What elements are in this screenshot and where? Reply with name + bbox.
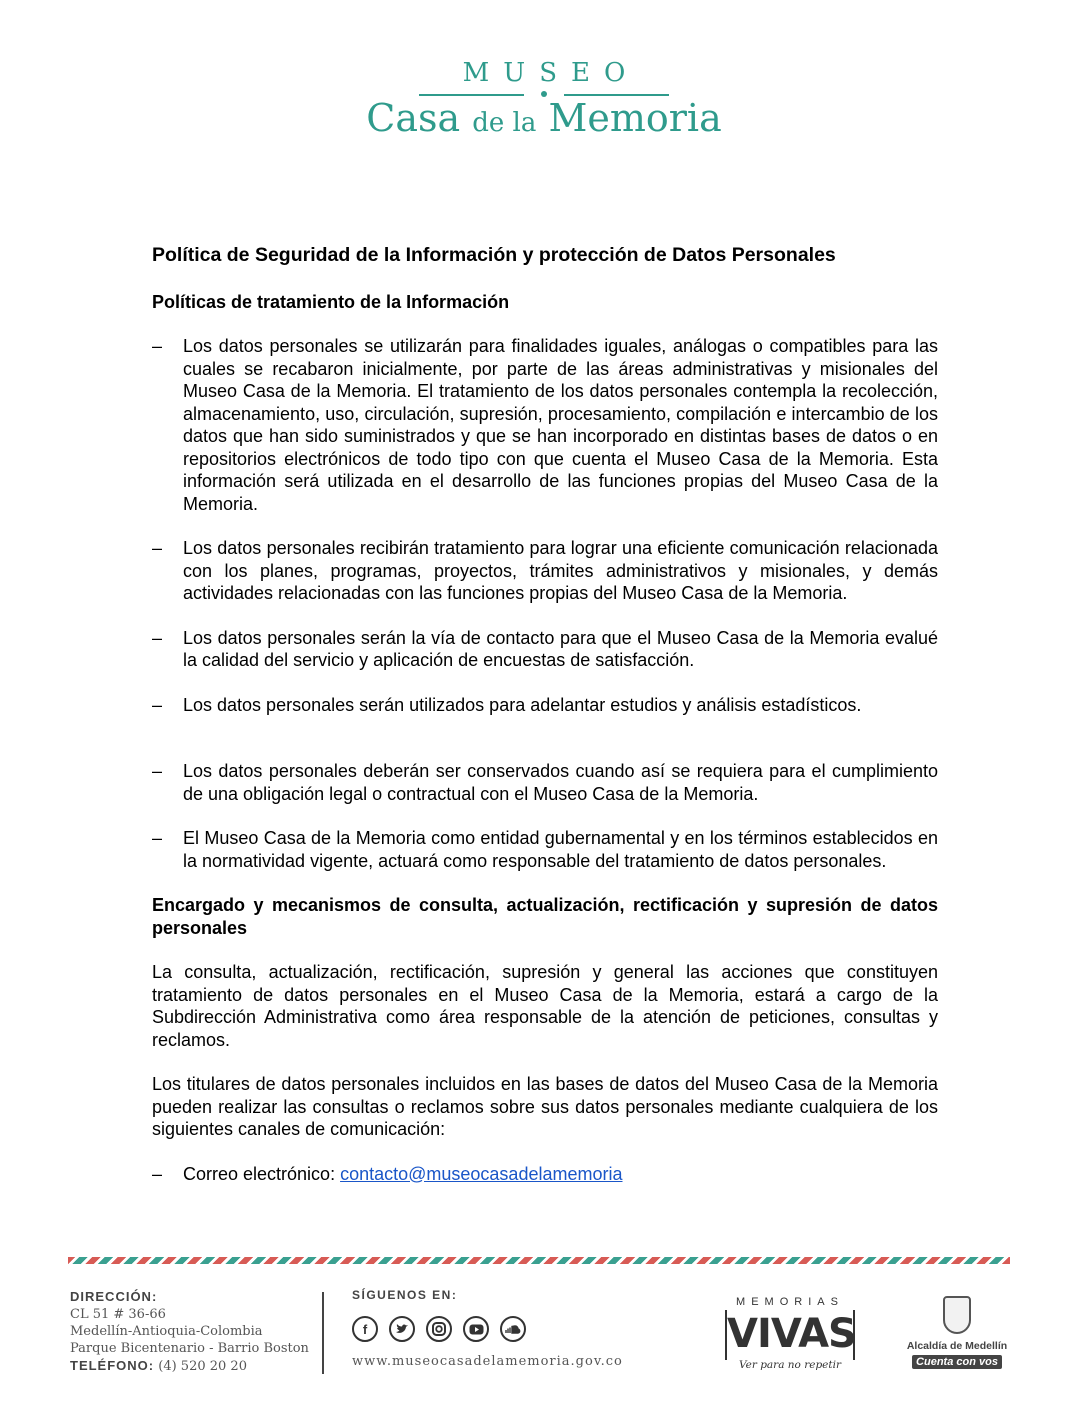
- footer: [0, 1280, 1088, 1390]
- section-heading-policies: Políticas de tratamiento de la Información: [152, 291, 510, 312]
- instagram-icon[interactable]: [426, 1316, 452, 1342]
- alcaldia-tagline: Cuenta con vos: [912, 1355, 1002, 1369]
- paragraph-responsible: La consulta, actualización, rectificación, supresión y general las acciones que constituyen tratamiento de datos personales en el Museo Casa de la Memoria, estará a cargo de la Subdirección Administrativa como área responsable de la atención de peticiones, consultas y reclamos.: [152, 962, 938, 1050]
- alcaldia-name: Alcaldía de Medellín: [906, 1340, 1008, 1352]
- email-label: Correo electrónico:: [183, 1163, 341, 1184]
- shield-icon: [943, 1296, 971, 1334]
- address-line: CL 51 # 36-66: [70, 1307, 166, 1322]
- channels-list: [152, 1163, 938, 1186]
- phone-label: TELÉFONO:: [70, 1358, 155, 1373]
- logo-dot: [541, 91, 547, 97]
- address-label: DIRECCIÓN:: [70, 1289, 158, 1304]
- list-item: – Los datos personales serán la vía de contacto para que el Museo Casa de la Memoria evalué la calidad del servicio y aplicación de encuestas de satisfacción.: [152, 627, 938, 672]
- email-link[interactable]: contacto@museocasadelamemoria: [340, 1163, 623, 1184]
- facebook-icon[interactable]: f: [352, 1316, 378, 1342]
- alcaldia-logo: [902, 1296, 1012, 1370]
- address-line: Medellín-Antioquia-Colombia: [70, 1324, 263, 1339]
- footer-divider: [322, 1292, 324, 1374]
- logo-museo-text: MUSEO: [462, 58, 640, 88]
- museum-logo: [0, 58, 1088, 140]
- document-title: Política de Seguridad de la Información y protección de Datos Personales: [152, 244, 836, 266]
- address-line: Parque Bicentenario - Barrio Boston: [70, 1341, 309, 1356]
- mv-main-text: VIVAS: [727, 1311, 856, 1357]
- mv-top-text: MEMORIAS: [736, 1296, 844, 1308]
- logo-line-left: [419, 94, 524, 96]
- policy-list: [152, 335, 938, 872]
- list-item-email: [152, 1163, 938, 1186]
- footer-social: [352, 1288, 623, 1369]
- logo-line-right: [564, 94, 669, 96]
- logo-casa-text: [0, 96, 1088, 140]
- mv-frame: [725, 1310, 855, 1360]
- follow-label: SÍGUENOS EN:: [352, 1288, 458, 1302]
- decorative-stripe: [68, 1257, 1010, 1264]
- list-item: – Los datos personales se utilizarán para finalidades iguales, análogas o compatibles para las cuales se recabaron inicialmente, por parte de las áreas administrativas y misionales del Museo Casa de la Memoria. El tratamiento de los datos personales contempla la recolección, almacenamiento, uso, circulación, supresión, procesamiento, compilación e intercambio de los datos que han sido suministrados y que se han incorporado en distintas bases de datos o en repositorios electrónicos de todo tipo con que cuenta el Museo Casa de la Memoria. Esta información será utilizada en el desarrollo de las funciones propias del Museo Casa de la Memoria.: [152, 335, 938, 515]
- memorias-vivas-logo: [725, 1296, 855, 1374]
- logo-memoria-word: Memoria: [548, 96, 722, 140]
- list-item: – Los datos personales recibirán tratamiento para lograr una eficiente comunicación relacionada con los planes, programas, proyectos, trámites administrativos y misionales, y demás actividades relacionadas con las funciones propias del Museo Casa de la Memoria.: [152, 537, 938, 605]
- list-item: – El Museo Casa de la Memoria como entidad gubernamental y en los términos establecidos en la normatividad vigente, actuará como responsable del tratamiento de datos personales.: [152, 827, 938, 872]
- section-heading-mechanisms: Encargado y mecanismos de consulta, actualización, rectificación y supresión de datos personales: [152, 895, 938, 938]
- youtube-icon[interactable]: [463, 1316, 489, 1342]
- logo-dela-word: de la: [472, 108, 537, 138]
- soundcloud-icon[interactable]: [500, 1316, 526, 1342]
- list-item: – Los datos personales deberán ser conservados cuando así se requiera para el cumplimiento de una obligación legal o contractual con el Museo Casa de la Memoria.: [152, 760, 938, 805]
- mv-sub-text: Ver para no repetir: [739, 1359, 841, 1371]
- list-item: – Los datos personales serán utilizados para adelantar estudios y análisis estadísticos.: [152, 694, 938, 717]
- website-url[interactable]: www.museocasadelamemoria.gov.co: [352, 1354, 623, 1369]
- paragraph-channels: Los titulares de datos personales incluidos en las bases de datos del Museo Casa de la Memoria pueden realizar las consultas o reclamos sobre sus datos personales mediante cualquiera de los siguientes canales de comunicación:: [152, 1074, 938, 1139]
- logo-casa-word: Casa: [366, 96, 461, 140]
- twitter-icon[interactable]: [389, 1316, 415, 1342]
- social-icons: [352, 1316, 623, 1342]
- document-body: [152, 244, 938, 1207]
- phone-number: (4) 520 20 20: [158, 1359, 247, 1374]
- footer-address: [70, 1288, 309, 1375]
